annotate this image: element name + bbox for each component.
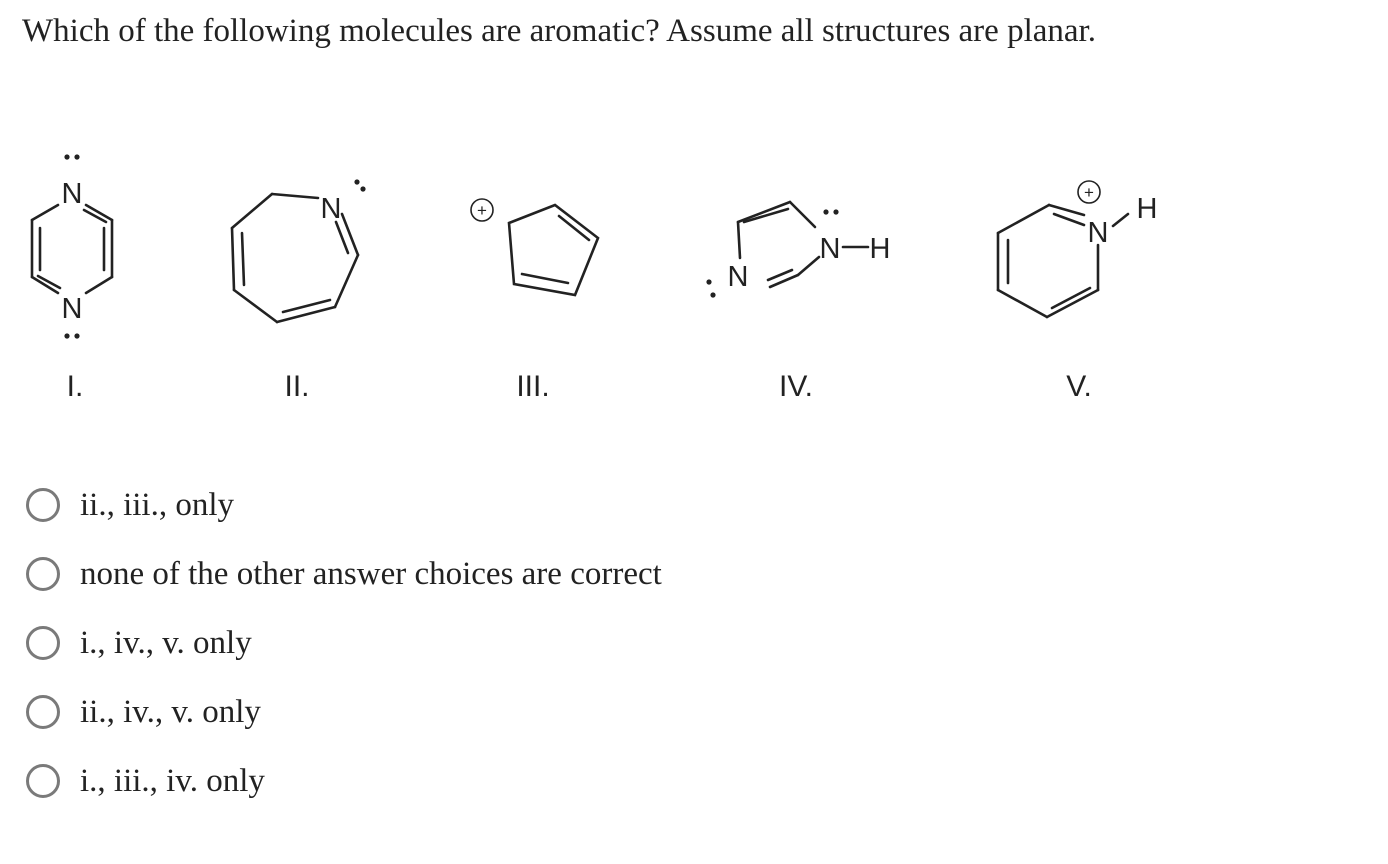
molecule-2 xyxy=(232,179,366,403)
molecule-3-charge: + xyxy=(477,201,487,220)
question-text: Which of the following molecules are aromatic? Assume all structures are planar. xyxy=(22,13,1096,49)
answer-option-label[interactable]: none of the other answer choices are correct xyxy=(80,556,662,592)
molecule-5-charge: + xyxy=(1084,183,1094,202)
radio-button[interactable] xyxy=(26,557,60,591)
molecule-structures xyxy=(0,130,1388,430)
molecule-2-atom-n: N xyxy=(320,193,342,225)
answer-option-3[interactable] xyxy=(26,620,662,666)
molecule-5-atom-h: H xyxy=(1136,193,1158,225)
answer-option-5[interactable] xyxy=(26,758,662,804)
molecule-3 xyxy=(471,199,598,403)
radio-button[interactable] xyxy=(26,764,60,798)
radio-button[interactable] xyxy=(26,626,60,660)
radio-button[interactable] xyxy=(26,488,60,522)
molecule-1-label: I. xyxy=(66,370,84,403)
molecule-1-atom-n-bottom: N xyxy=(61,293,83,325)
answer-option-label[interactable]: i., iv., v. only xyxy=(80,625,252,661)
molecule-5 xyxy=(998,181,1157,403)
answer-option-2[interactable] xyxy=(26,551,662,597)
structures-drawing xyxy=(0,130,1388,430)
molecule-1-atom-n-top: N xyxy=(61,178,83,210)
molecule-4-atom-h: H xyxy=(869,233,891,265)
answer-option-label[interactable]: ii., iii., only xyxy=(80,487,235,523)
molecule-5-label: V. xyxy=(1066,370,1092,403)
molecule-4-label: IV. xyxy=(779,370,813,403)
molecule-4 xyxy=(706,202,890,403)
molecule-1 xyxy=(32,154,112,403)
molecule-3-label: III. xyxy=(516,370,550,403)
molecule-4-atom-nh: N xyxy=(819,233,841,265)
molecule-5-atom-n: N xyxy=(1087,217,1109,249)
answer-option-4[interactable] xyxy=(26,689,662,735)
molecule-2-label: II. xyxy=(284,370,310,403)
radio-button[interactable] xyxy=(26,695,60,729)
answer-options xyxy=(26,482,662,827)
answer-option-1[interactable] xyxy=(26,482,662,528)
answer-option-label[interactable]: ii., iv., v. only xyxy=(80,694,261,730)
molecule-4-atom-n: N xyxy=(727,261,749,293)
answer-option-label[interactable]: i., iii., iv. only xyxy=(80,763,265,799)
